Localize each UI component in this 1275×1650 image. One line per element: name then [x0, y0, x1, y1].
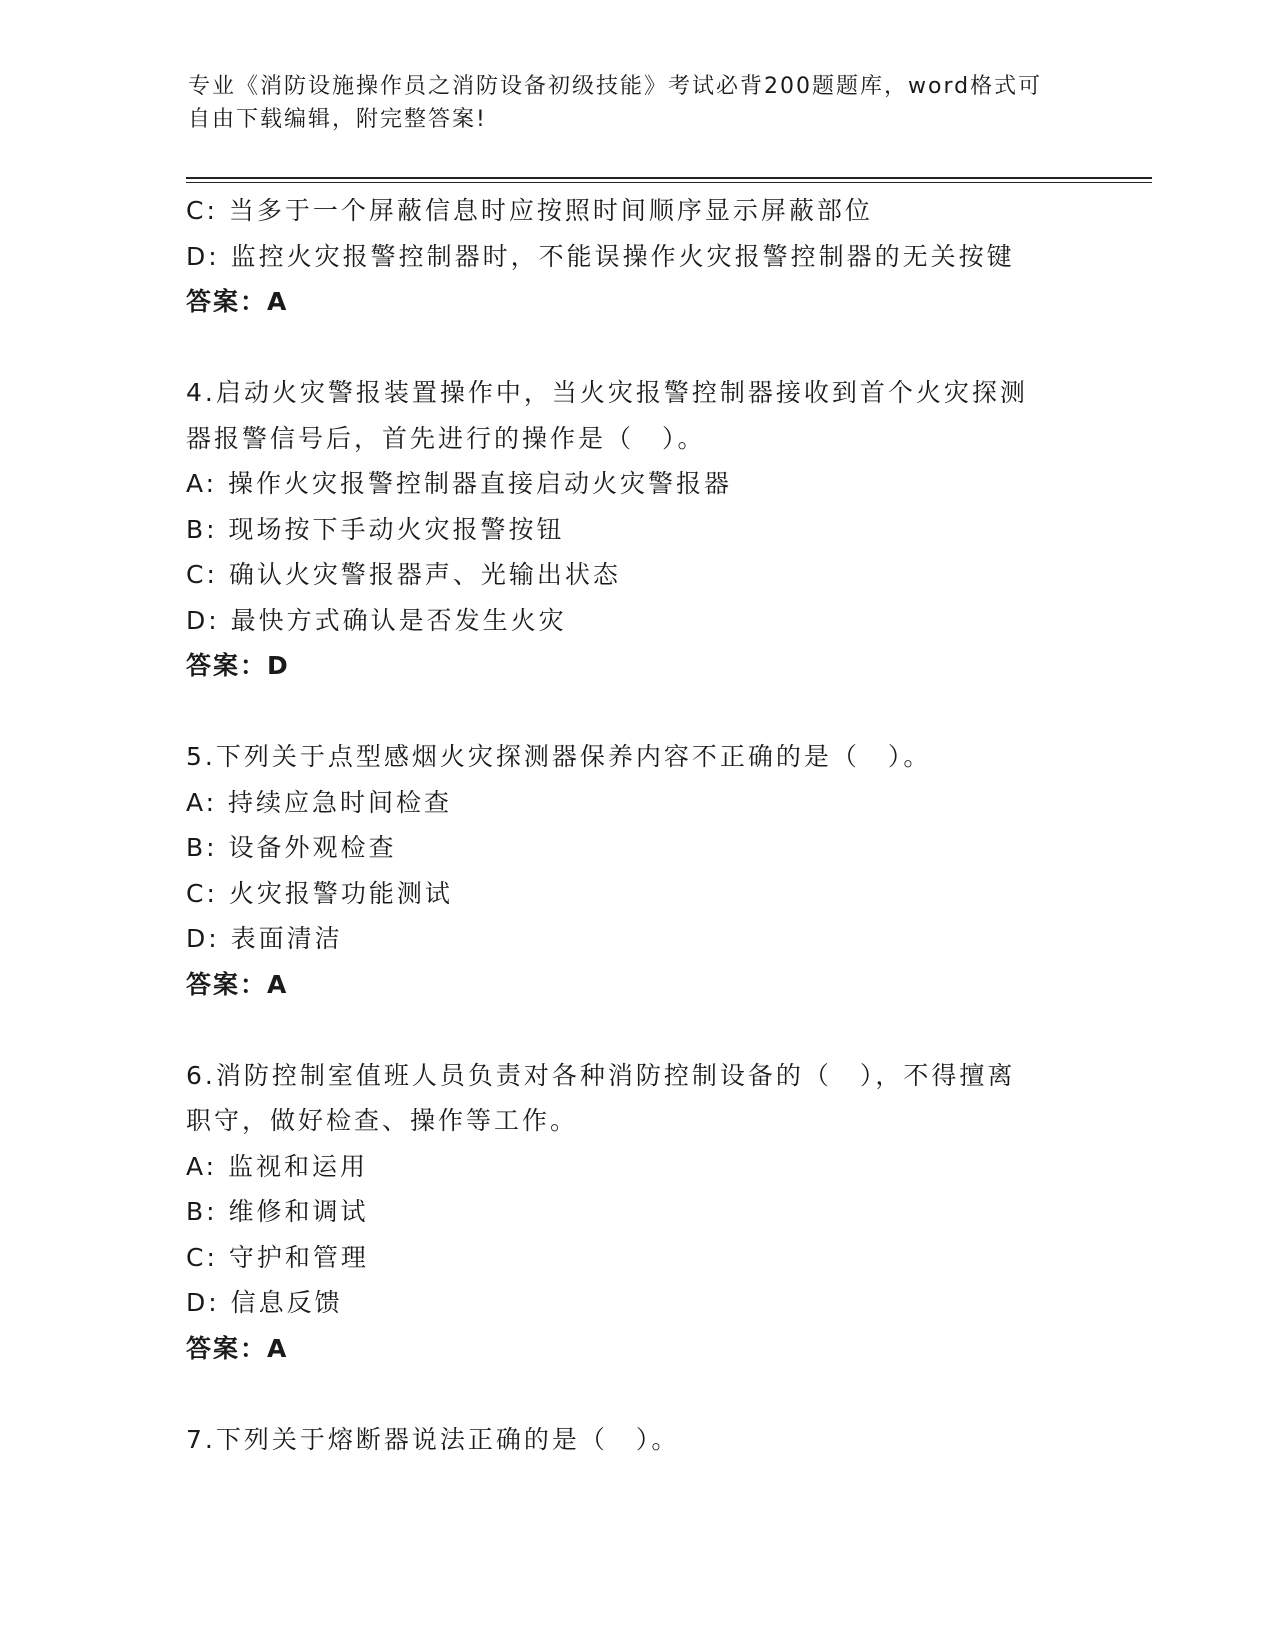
- header-divider: [186, 177, 1152, 183]
- header-line-2: 自由下载编辑，附完整答案!: [188, 107, 487, 132]
- question-continuation: [186, 188, 1146, 325]
- question-5: [186, 734, 1146, 1007]
- question-text: 职守，做好检查、操作等工作。: [186, 1106, 579, 1135]
- question-text: 器报警信号后，首先进行的操作是（ ）。: [186, 423, 706, 453]
- question-7: [186, 1417, 1146, 1463]
- option-d: D: 监控火灾报警控制器时，不能误操作火灾报警控制器的无关按键: [186, 241, 1015, 271]
- option-d: D: 表面清洁: [186, 924, 343, 953]
- header-line-1: 专业《消防设施操作员之消防设备初级技能》考试必背200题题库，word格式可: [188, 74, 1043, 99]
- option-b: B: 设备外观检查: [186, 833, 397, 862]
- option-c: C: 当多于一个屏蔽信息时应按照时间顺序显示屏蔽部位: [186, 196, 873, 225]
- document-header: [188, 70, 1068, 136]
- answer: 答案：A: [186, 287, 289, 316]
- document-body: [186, 188, 1146, 1462]
- question-text: 6.消防控制室值班人员负责对各种消防控制设备的（ ），不得擅离: [186, 1060, 1016, 1090]
- option-b: B: 现场按下手动火灾报警按钮: [186, 514, 565, 544]
- option-d: D: 最快方式确认是否发生火灾: [186, 605, 567, 635]
- question-text: 7.下列关于熔断器说法正确的是（ ）。: [186, 1424, 680, 1454]
- option-b: B: 维修和调试: [186, 1197, 369, 1226]
- question-6: [186, 1053, 1146, 1372]
- option-c: C: 火灾报警功能测试: [186, 878, 453, 908]
- question-text: 5.下列关于点型感烟火灾探测器保养内容不正确的是（ ）。: [186, 742, 932, 771]
- option-d: D: 信息反馈: [186, 1288, 343, 1317]
- option-c: C: 确认火灾警报器声、光输出状态: [186, 560, 621, 589]
- option-c: C: 守护和管理: [186, 1242, 369, 1272]
- option-a: A: 操作火灾报警控制器直接启动火灾警报器: [186, 469, 733, 498]
- answer: 答案：D: [186, 651, 290, 680]
- option-a: A: 监视和运用: [186, 1151, 369, 1181]
- question-text: 4.启动火灾警报装置操作中，当火灾报警控制器接收到首个火灾探测: [186, 378, 1028, 407]
- option-a: A: 持续应急时间检查: [186, 787, 453, 817]
- answer: 答案：A: [186, 1333, 289, 1363]
- question-4: [186, 370, 1146, 689]
- answer: 答案：A: [186, 969, 289, 999]
